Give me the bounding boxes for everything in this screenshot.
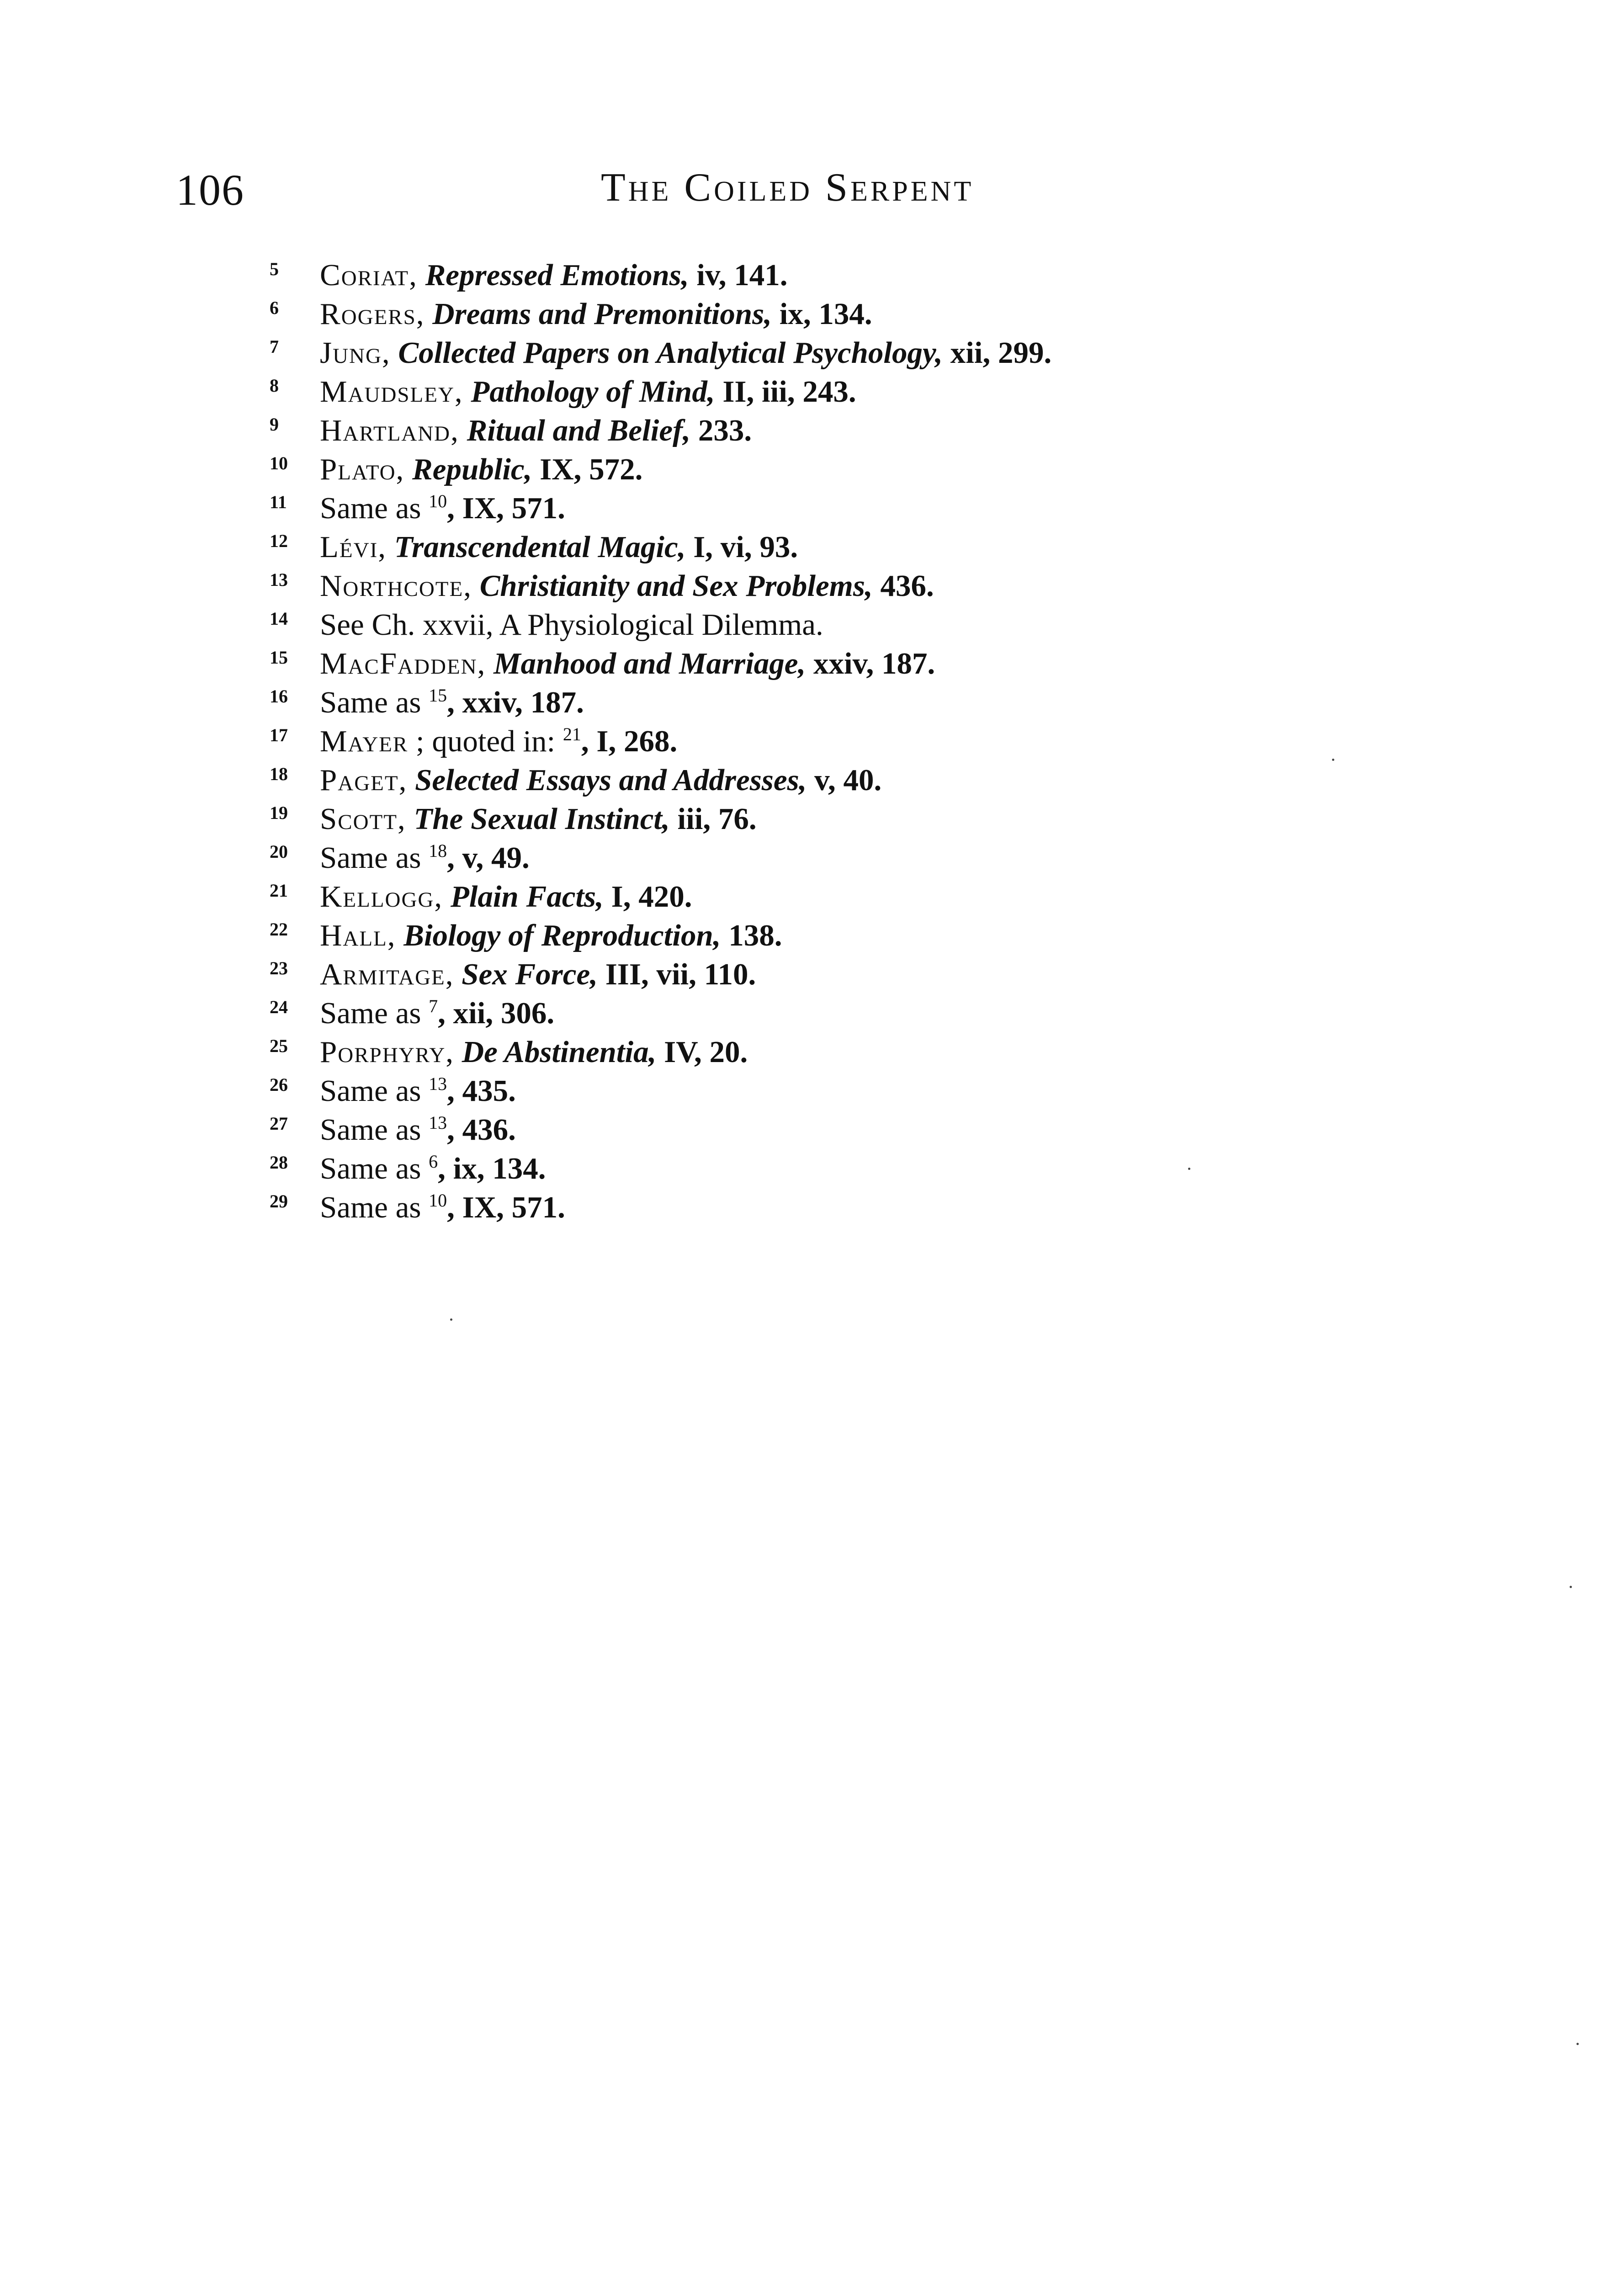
endnote-title: Manhood and Marriage, [494,647,806,680]
endnote-item [270,489,1275,528]
endnote-reference: , 436. [447,1113,516,1147]
endnote-number: 20 [270,841,288,862]
endnote-number: 8 [270,375,279,396]
endnote-number: 10 [270,453,288,473]
endnote-title: Dreams and Premonitions, [432,297,772,331]
endnote-number: 21 [270,880,288,901]
endnote-title: Sex Force, [462,957,598,991]
scan-speck [1570,1586,1572,1588]
endnote-item [270,334,1275,372]
endnote-text [320,334,1051,372]
endnote-text [320,916,782,955]
endnote-author: Northcote, [320,569,472,603]
endnote-number: 29 [270,1191,288,1212]
endnote-text [320,761,881,800]
endnote-title: The Sexual Instinct, [414,802,670,836]
endnote-text [320,256,788,295]
endnote-title: Collected Papers on Analytical Psychology, [398,336,943,370]
endnote-reference: iii, 76. [669,802,757,836]
endnote-text [320,1188,565,1227]
endnote-reference: ix, 134. [771,297,872,331]
endnote-number: 26 [270,1074,288,1095]
page-header [176,165,1090,219]
endnote-author: Jung, [320,336,391,370]
endnote-text [320,877,692,916]
endnote-item [270,1149,1275,1188]
endnote-text [320,839,530,877]
scan-speck [1188,1168,1190,1170]
scan-speck [1332,759,1334,761]
endnote-text [320,567,934,606]
endnote-text [320,1111,516,1149]
endnote-item [270,800,1275,839]
endnote-reference: , v, 49. [447,841,530,875]
endnote-text [320,683,584,722]
endnote-text [320,372,856,411]
endnote-reference: 436. [872,569,934,603]
endnote-title: Selected Essays and Addresses, [415,763,807,797]
endnote-reference: , ix, 134. [438,1152,546,1185]
endnote-prefix: Same as [320,841,429,875]
running-title: The Coiled Serpent [601,165,974,210]
endnote-crossref: 21 [563,724,581,744]
endnote-author: Porphyry, [320,1035,455,1069]
endnote-reference: IV, 20. [656,1035,748,1069]
endnote-author: MacFadden, [320,647,486,680]
endnote-number: 23 [270,958,288,978]
endnote-text [320,411,752,450]
scan-speck [1576,2043,1579,2045]
endnote-author: Mayer [320,724,409,758]
endnote-number: 25 [270,1036,288,1056]
endnote-author: Scott, [320,802,406,836]
endnote-text [320,994,554,1033]
endnote-item [270,1111,1275,1149]
endnote-text [320,1149,546,1188]
endnote-author: Hartland, [320,414,459,447]
endnote-item [270,761,1275,800]
endnote-title: De Abstinentia, [462,1035,657,1069]
endnote-item [270,1072,1275,1111]
endnote-author: Maudsley, [320,375,463,409]
page-number: 106 [176,165,244,214]
endnote-prefix: Same as [320,491,429,525]
endnote-number: 17 [270,725,288,745]
endnote-prefix: Same as [320,1113,429,1147]
endnote-title: Ritual and Belief, [467,414,691,447]
endnote-crossref: 10 [429,491,447,511]
endnote-number: 9 [270,414,279,435]
endnote-prefix: Same as [320,1152,429,1185]
endnote-number: 15 [270,647,288,668]
endnote-item [270,567,1275,606]
endnote-text [320,528,798,567]
endnote-text [320,450,642,489]
endnote-number: 19 [270,802,288,823]
endnote-number: 22 [270,919,288,940]
endnote-crossref: 7 [429,996,438,1016]
endnote-text [320,955,756,994]
endnote-reference: I, 420. [603,880,692,914]
endnote-title: Transcendental Magic, [394,530,686,564]
endnote-number: 12 [270,531,288,551]
endnote-prefix: Same as [320,1190,429,1224]
endnote-crossref: 13 [429,1073,447,1094]
endnote-title: Christianity and Sex Problems, [479,569,873,603]
endnote-prefix: ; quoted in: [415,724,563,758]
endnote-number: 16 [270,686,288,707]
endnote-crossref: 13 [429,1112,447,1133]
endnote-reference: , I, 268. [581,724,678,758]
endnote-crossref: 10 [429,1190,447,1211]
endnote-item [270,1188,1275,1227]
endnote-crossref: 15 [429,685,447,706]
scan-speck [450,1318,452,1321]
endnote-title: Plain Facts, [450,880,604,914]
endnote-text [320,489,565,528]
endnote-text [320,800,757,839]
endnote-item [270,372,1275,411]
endnote-author: Coriat, [320,258,418,292]
endnote-item [270,528,1275,567]
endnote-item [270,916,1275,955]
endnote-author: Plato, [320,452,405,486]
endnote-number: 13 [270,569,288,590]
endnote-item [270,683,1275,722]
endnote-item [270,955,1275,994]
endnote-reference: xii, 299. [942,336,1052,370]
endnote-item [270,256,1275,295]
endnote-prefix: Same as [320,686,429,719]
endnote-title: Republic, [412,452,532,486]
endnote-reference: , IX, 571. [447,491,565,525]
endnote-reference: 138. [721,919,782,952]
endnote-item [270,606,1275,644]
endnote-item [270,450,1275,489]
endnote-title: Repressed Emotions, [425,258,689,292]
endnote-author: Armitage, [320,957,454,991]
endnote-text [320,606,823,644]
endnote-reference: , xxiv, 187. [447,686,584,719]
endnote-reference: 233. [690,414,752,447]
endnote-author: Paget, [320,763,408,797]
endnote-item [270,1033,1275,1072]
endnote-number: 5 [270,259,279,279]
endnote-item [270,295,1275,334]
endnote-number: 14 [270,608,288,629]
endnote-crossref: 18 [429,840,447,861]
endnote-text [320,295,872,334]
endnote-reference: iv, 141. [689,258,788,292]
endnote-reference: v, 40. [807,763,882,797]
endnote-number: 7 [270,336,279,357]
endnote-reference: I, vi, 93. [685,530,798,564]
endnote-title: Pathology of Mind, [471,375,715,409]
endnote-item [270,644,1275,683]
endnote-reference: , 435. [447,1074,516,1108]
endnote-author: Rogers, [320,297,425,331]
endnote-text [320,1033,748,1072]
endnote-reference: III, vii, 110. [597,957,756,991]
endnote-prefix: Same as [320,996,429,1030]
endnote-number: 28 [270,1152,288,1173]
endnote-number: 24 [270,997,288,1017]
endnote-text [320,722,677,761]
endnote-author: Kellogg, [320,880,443,914]
endnote-author: Lévi, [320,530,387,564]
endnote-number: 11 [270,492,287,512]
endnote-item [270,877,1275,916]
endnote-text [320,644,935,683]
endnote-item [270,839,1275,877]
endnote-number: 6 [270,298,279,318]
endnote-item [270,994,1275,1033]
endnote-reference: xxiv, 187. [806,647,935,680]
endnote-prefix: See Ch. xxvii, A Physiological Dilemma. [320,608,823,642]
endnote-reference: IX, 572. [532,452,643,486]
endnote-crossref: 6 [429,1151,438,1172]
endnote-prefix: Same as [320,1074,429,1108]
endnote-reference: II, iii, 243. [715,375,856,409]
endnote-item [270,722,1275,761]
endnote-reference: , xii, 306. [438,996,555,1030]
endnote-title: Biology of Reproduction, [403,919,721,952]
endnote-reference: , IX, 571. [447,1190,565,1224]
endnote-text [320,1072,516,1111]
endnotes-list [270,256,1275,1227]
endnote-number: 18 [270,764,288,784]
endnote-number: 27 [270,1113,288,1134]
endnote-author: Hall, [320,919,396,952]
endnote-item [270,411,1275,450]
